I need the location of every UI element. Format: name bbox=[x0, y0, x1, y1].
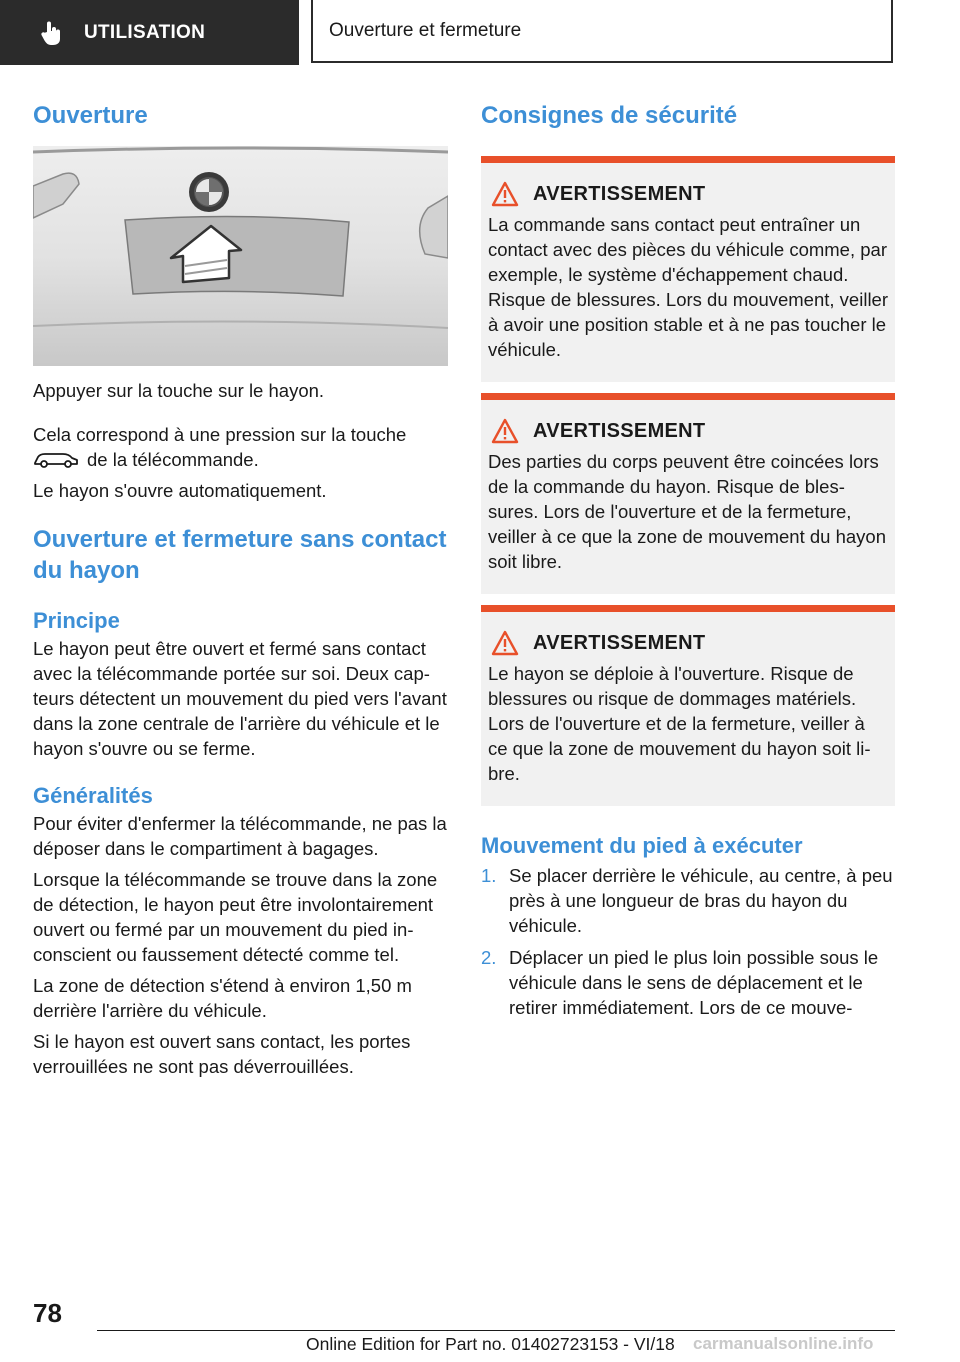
step-text: Se placer derrière le véhicule, au centre, à peu près à une longueur de bras du hayon du véhicule. bbox=[509, 865, 893, 936]
step-text: Déplacer un pied le plus loin possible sous le véhicule dans le sens de déplacement et le retirer immédiatement. Lors de ce mouve- bbox=[509, 947, 879, 1018]
warning-title: AVERTISSEMENT bbox=[533, 419, 706, 442]
paragraph: Pour éviter d'enfermer la télécommande, ne pas la déposer dans le compartiment à bagages. bbox=[33, 813, 447, 859]
paragraph: Lorsque la télécommande se trouve dans la zone de détection, le hayon peut être involontairement ouvert ou fermé par un mouvement du pied inconscient ou faussement détecté comme tel. bbox=[33, 869, 438, 965]
warning-box bbox=[481, 605, 895, 806]
warning-text: Des parties du corps peuvent être coincées lors de la commande du hayon. Risque de blessures. Lors de l'ouverture et de la fermeture, veiller à ce que la zone de mouvement du hayon soit libre. bbox=[488, 451, 887, 572]
paragraph: Appuyer sur la touche sur le hayon. bbox=[33, 380, 325, 401]
chapter-header bbox=[311, 0, 893, 63]
heading-ouverture: Ouverture bbox=[33, 102, 148, 129]
text: Cela correspond à une pression sur la touche bbox=[33, 424, 407, 445]
warning-triangle-icon bbox=[491, 418, 519, 444]
paragraph bbox=[33, 422, 448, 472]
page-number: 78 bbox=[33, 1298, 62, 1328]
hand-pointer-icon bbox=[38, 19, 66, 47]
warning-text: La commande sans contact peut entraîner un contact avec des pièces du véhicule comme, par exemple, le système d'échappement chaud. Risque de blessures. Lors du mouvement, veiller à avoir une position stable et à ne pas toucher le véhicule. bbox=[488, 214, 888, 360]
tailgate-button-icon bbox=[33, 449, 79, 469]
heading-consignes: Consignes de sécurité bbox=[481, 102, 738, 129]
watermark: carmanualsonline.info bbox=[693, 1334, 874, 1353]
paragraph: Si le hayon est ouvert sans contact, les portes verrouillées ne sont pas déverrouillées. bbox=[33, 1031, 411, 1077]
paragraph: La zone de détection s'étend à environ 1,50 m derrière l'arrière du véhicule. bbox=[33, 975, 412, 1021]
chapter-title: Ouverture et fermeture bbox=[329, 19, 522, 41]
footer-edition: Online Edition for Part no. 01402723153 - VI/18 bbox=[306, 1334, 675, 1354]
heading-generalites: Généralités bbox=[33, 783, 153, 808]
paragraph: Le hayon peut être ouvert et fermé sans contact avec la télécommande portée sur soi. Deux capteurs détectent un mouvement du pied vers l'avant dans la zone centrale de l'arrière du véhicule et le hayon s'ouvre ou se ferme. bbox=[33, 638, 447, 759]
list-item bbox=[481, 863, 895, 938]
step-number: 2. bbox=[481, 947, 497, 968]
warning-box bbox=[481, 156, 895, 382]
warning-box bbox=[481, 393, 895, 594]
left-column bbox=[33, 100, 448, 1079]
heading-mouvement: Mouvement du pied à exécuter bbox=[481, 833, 803, 858]
heading-principe: Principe bbox=[33, 608, 120, 633]
step-number: 1. bbox=[481, 865, 497, 886]
warning-title: AVERTISSEMENT bbox=[533, 182, 706, 205]
section-title: UTILISATION bbox=[84, 21, 206, 43]
warning-triangle-icon bbox=[491, 181, 519, 207]
right-column bbox=[481, 100, 895, 1020]
paragraph: Le hayon s'ouvre automatiquement. bbox=[33, 480, 327, 501]
heading-sans-contact: Ouverture et fermeture sans contact du hayon bbox=[33, 526, 447, 584]
warning-title: AVERTISSEMENT bbox=[533, 631, 706, 654]
list-item bbox=[481, 945, 895, 1020]
tailgate-photo bbox=[33, 146, 448, 366]
warning-text: Le hayon se déploie à l'ouverture. Risque de blessures ou risque de dommages matériels. Lors de l'ouverture et de la fermeture, veiller à ce que la zone de mouvement du hayon soit libre. bbox=[488, 663, 871, 784]
warning-triangle-icon bbox=[491, 630, 519, 656]
footer-divider bbox=[97, 1330, 895, 1331]
steps-list bbox=[481, 863, 895, 1020]
section-tab bbox=[0, 0, 299, 65]
text: de la télécommande. bbox=[87, 449, 259, 470]
